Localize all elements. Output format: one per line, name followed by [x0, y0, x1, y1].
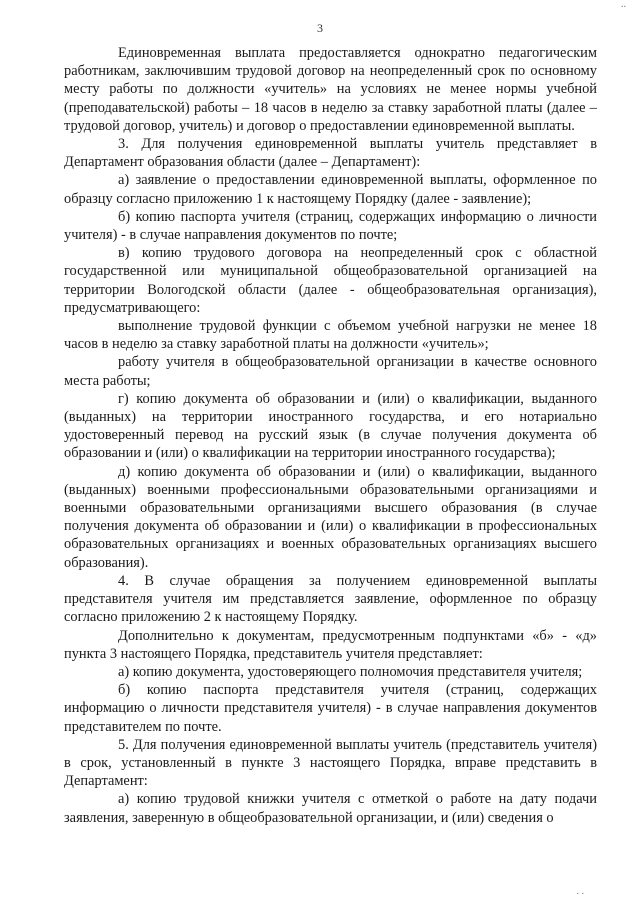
paragraph-item-5: 5. Для получения единовременной выплаты учитель (представитель учителя) в срок, установленный в пункте 3 настоящего Порядка, вправе представить в Департамент:	[64, 736, 597, 790]
paragraph-4b: б) копию паспорта представителя учителя (страниц, содержащих информацию о личности представителя учителя) - в случае направления документов представителем по почте.	[64, 682, 597, 735]
document-body	[64, 44, 597, 827]
page-number: 3	[317, 21, 323, 35]
paragraph-4-additional: Дополнительно к документам, предусмотренным подпунктами «б» - «д» пункта 3 настоящего Порядка, представитель учителя представляет:	[64, 627, 597, 662]
paragraph-3v-condition-2: работу учителя в общеобразовательной организации в качестве основного места работы;	[64, 354, 597, 389]
paragraph-intro: Единовременная выплата предоставляется однократно педагогическим работникам, заключившим трудовой договор на неопределенный срок по основному месту работы по должности «учитель» на условиях не менее нормы учебной (преподавательской) работы – 18 часов в неделю за ставку заработной платы (далее – трудовой договор, учитель) и договор о предоставлении единовременной выплаты.	[64, 45, 597, 134]
corner-mark-bottom: . .	[576, 886, 584, 897]
paragraph-5a: а) копию трудовой книжки учителя с отметкой о работе на дату подачи заявления, заверенную в общеобразовательной организации, и (или) сведения о	[64, 791, 597, 826]
paragraph-item-4: 4. В случае обращения за получением единовременной выплаты представителя учителя им представляется заявление, оформленное по образцу согласно приложению 2 к настоящему Порядку.	[64, 572, 597, 626]
paragraph-3v-condition-1: выполнение трудовой функции с объемом учебной нагрузки не менее 18 часов в неделю за ставку заработной платы на должности «учитель»;	[64, 318, 597, 353]
paragraph-item-3: 3. Для получения единовременной выплаты учитель представляет в Департамент образования области (далее – Департамент):	[64, 136, 597, 171]
paragraph-3a: а) заявление о предоставлении единовременной выплаты, оформленное по образцу согласно приложению 1 к настоящему Порядку (далее - заявление);	[64, 172, 597, 207]
paragraph-3d: д) копию документа об образовании и (или) о квалификации, выданного (выданных) военными профессиональными образовательными организациями и военными образовательными организациями высшего образования (в случае получения документа об образовании и (или) о квалификации в профессиональных образовательных организациях и военных образовательных организациях высшего образования).	[64, 463, 597, 571]
corner-mark-top: ..	[621, 0, 626, 10]
paragraph-3b: б) копию паспорта учителя (страниц, содержащих информацию о личности учителя) - в случае направления документов по почте;	[64, 208, 597, 244]
paragraph-4a: а) копию документа, удостоверяющего полномочия представителя учителя;	[118, 663, 583, 680]
paragraph-3g: г) копию документа об образовании и (или) о квалификации, выданного (выданных) на территории иностранного государства, и его нотариально удостоверенный перевод на русский язык (в случае получения документа об образовании и (или) о квалификации на территории иностранного государства);	[64, 390, 597, 462]
paragraph-3v: в) копию трудового договора на неопределенный срок с областной государственной или муниципальной общеобразовательной организацией на территории Вологодской области (далее - общеобразовательная организация), предусматривающего:	[64, 245, 597, 316]
